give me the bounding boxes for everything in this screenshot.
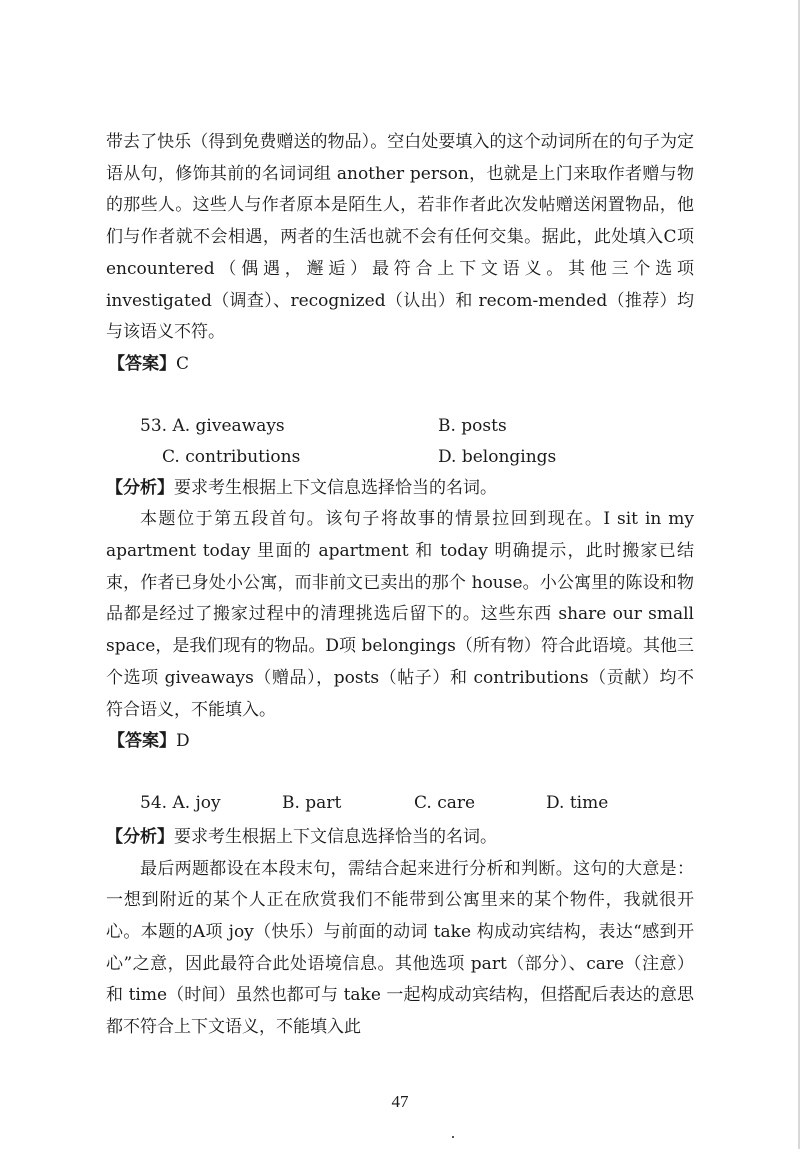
analysis-label: 【分析】	[106, 826, 174, 847]
q54-analysis-body: 最后两题都设在本段末句，需结合起来进行分析和判断。这句的大意是：一想到附近的某个人正在欣赏我们不能带到公寓里来的某个物件，我就很开心。本题的A项 joy（快乐）与前面的动词 take 构成动宾结构，表达“感到开心”之意，因此最符合此处语境信息。其他选项 part（部分）、care（注意）和 time（时间）虽然也都可与 take 一起构成动宾结构，但搭配后表达的意思都不符合上下文语义，不能填入此	[106, 858, 694, 1038]
analysis-label: 【分析】	[106, 477, 174, 498]
q53-option-d: D. belongings	[438, 446, 557, 467]
q53-option-b: B. posts	[438, 415, 507, 436]
q52-answer	[106, 349, 694, 381]
q53-answer	[106, 726, 694, 758]
q54-option-a: 54. A. joy	[140, 792, 221, 813]
q52-analysis-continuation: 带去了快乐（得到免费赠送的物品）。空白处要填入的这个动词所在的句子为定语从句，修饰其前的名词词组 another person，也就是上门来取作者赠与物的那些人。这些人与作者原本是陌生人，若非作者此次发帖赠送闲置物品，他们与作者就不会相遇，两者的生活也就不会有任何交集。据此，此处填入C项 encountered（偶遇，邂逅）最符合上下文语义。其他三个选项 investigated（调查）、recognized（认出）和 recom-mended（推荐）均与该语义不符。	[106, 132, 694, 343]
answer-label: 【答案】	[108, 731, 176, 752]
spacer	[106, 758, 694, 788]
q54-options	[106, 788, 694, 822]
q54-option-b: B. part	[282, 792, 342, 813]
page-number: 47	[391, 1092, 409, 1111]
q53-analysis-body: 本题位于第五段首句。该句子将故事的情景拉回到现在。I sit in my apartment today 里面的 apartment 和 today 明确提示，此时搬家已结束，作者已身处小公寓，而非前文已卖出的那个 house。小公寓里的陈设和物品都是经过了搬家过程中的清理挑选后留下的。这些东西 share our small space，是我们现有的物品。D项 belongings（所有物）符合此语境。其他三个选项 giveaways（赠品），posts（帖子）和 contributions（贡献）均不符合语义，不能填入。	[106, 509, 694, 720]
q53-options	[106, 411, 694, 473]
q54-option-c: C. care	[414, 792, 476, 813]
q53-option-a: 53. A. giveaways	[140, 415, 285, 436]
spacer	[106, 381, 694, 411]
analysis-intro-text: 要求考生根据上下文信息选择恰当的名词。	[174, 477, 497, 498]
answer-label: 【答案】	[108, 353, 176, 374]
answer-value: C	[176, 353, 190, 374]
q54-option-d: D. time	[546, 792, 609, 813]
q54-analysis-intro	[106, 822, 694, 854]
scan-speck	[452, 1136, 454, 1138]
answer-value: D	[176, 731, 190, 752]
q53-option-c: C. contributions	[162, 446, 301, 467]
page-content	[106, 127, 694, 1044]
q53-analysis-intro	[106, 473, 694, 505]
analysis-intro-text: 要求考生根据上下文信息选择恰当的名词。	[174, 826, 497, 847]
